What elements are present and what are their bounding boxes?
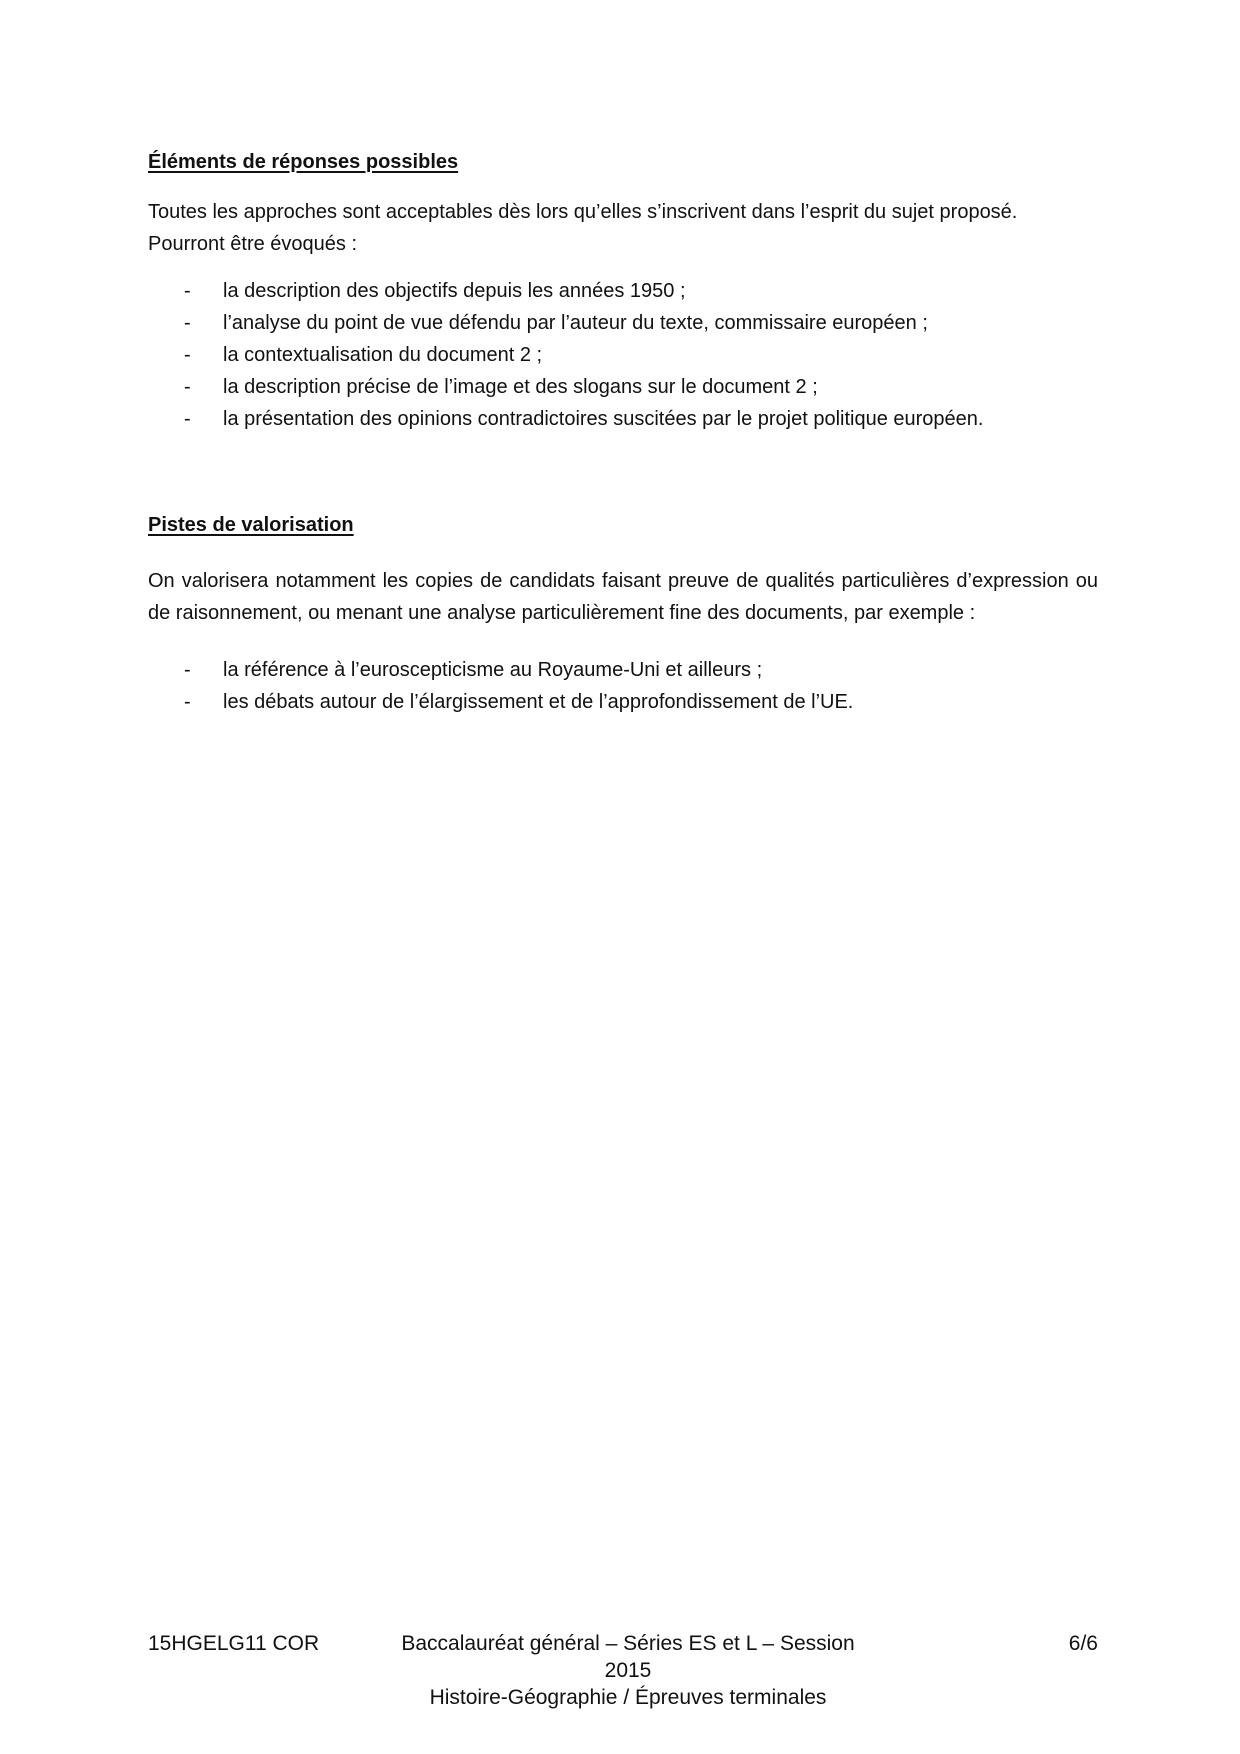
list-item-text: les débats autour de l’élargissement et de l’approfondissement de l’UE. [223,691,854,713]
bullet-list-valorisation [148,654,1098,718]
list-item-text: la référence à l’euroscepticisme au Royaume-Uni et ailleurs ; [223,659,763,681]
bullet-dash: - [184,280,191,302]
bullet-dash: - [184,408,191,430]
list-item [148,339,1098,371]
list-item [148,403,1098,435]
bullet-list-elements [148,275,1098,435]
list-item-text: la présentation des opinions contradictoires suscitées par le projet politique européen. [223,408,984,430]
list-item [148,686,1098,718]
footer-page-number: 6/6 [1068,1632,1098,1655]
list-item-text: la contextualisation du document 2 ; [223,344,543,366]
list-item [148,654,1098,686]
section-heading-pistes-valorisation: Pistes de valorisation [148,514,354,536]
footer-code: 15HGELG11 COR [148,1632,320,1655]
bullet-dash: - [184,344,191,366]
footer-line-1: Baccalauréat général – Séries ES et L – Session 2015 [401,1632,855,1682]
footer-center [388,1630,868,1711]
bullet-dash: - [184,691,191,713]
bullet-dash: - [184,376,191,398]
section-heading-elements-reponses: Éléments de réponses possibles [148,151,459,173]
page-content [148,146,1098,718]
intro-line-1: Toutes les approches sont acceptables dès lors qu’elles s’inscrivent dans l’esprit du sujet proposé. [148,201,1018,223]
list-item-text: la description des objectifs depuis les années 1950 ; [223,280,686,302]
bullet-dash: - [184,312,191,334]
footer-line-2: Histoire-Géographie / Épreuves terminales [429,1686,827,1709]
bullet-dash: - [184,659,191,681]
list-item-text: l’analyse du point de vue défendu par l’auteur du texte, commissaire européen ; [223,312,928,334]
list-item [148,307,1098,339]
list-item [148,275,1098,307]
valorisation-intro: On valorisera notamment les copies de candidats faisant preuve de qualités particulières d’expression ou de raisonnement, ou menant une analyse particulièrement fine des documents, par exemple : [148,570,1098,624]
list-item-text: la description précise de l’image et des slogans sur le document 2 ; [223,376,818,398]
intro-line-2: Pourront être évoqués : [148,233,358,255]
list-item [148,371,1098,403]
